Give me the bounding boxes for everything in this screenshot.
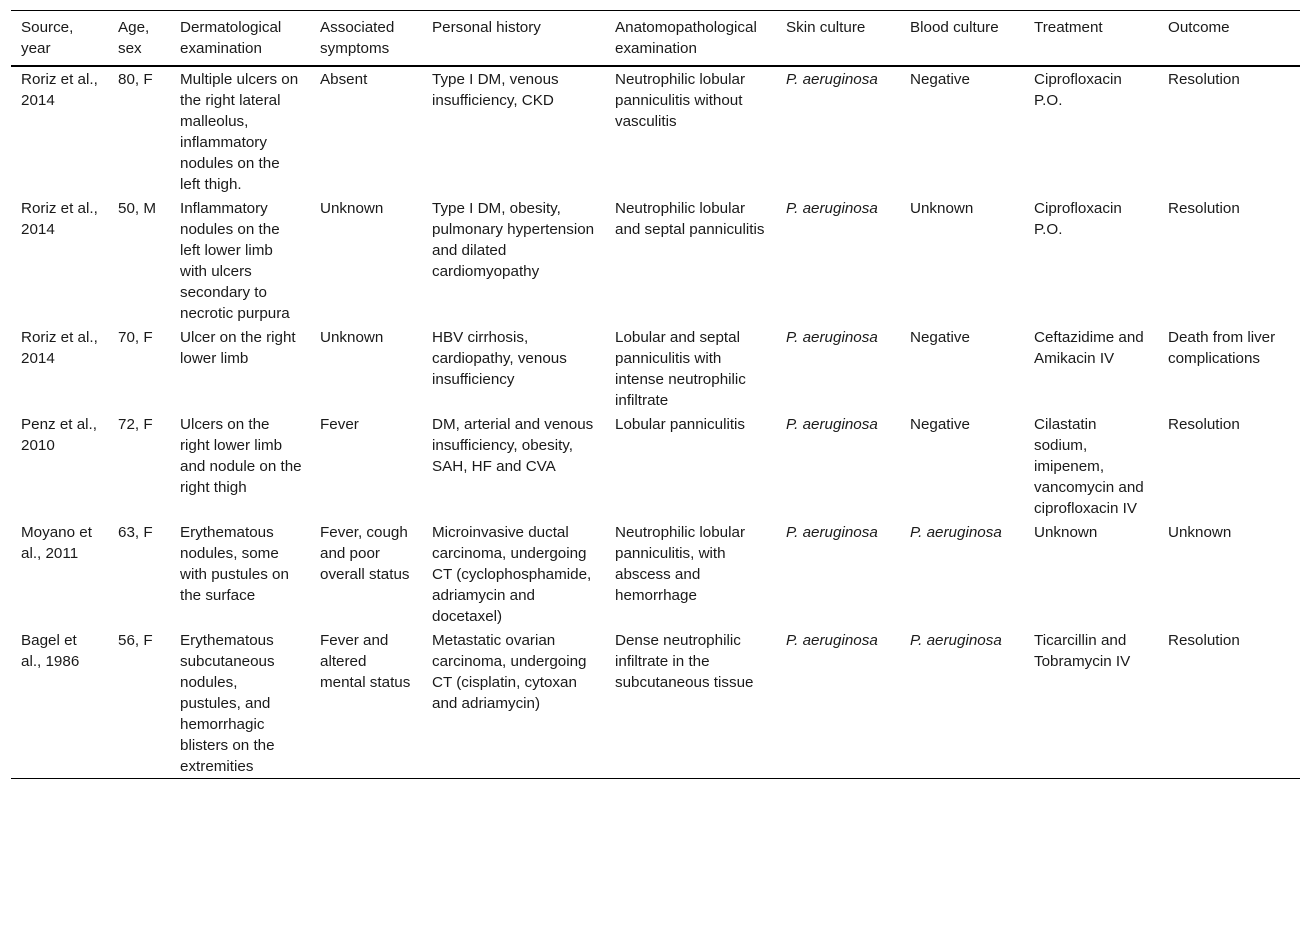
cell-blood-culture [900, 628, 1024, 779]
cell-skin-culture [776, 520, 900, 628]
cell-source: Bagel et al., 1986 [21, 632, 80, 670]
cell-blood-culture: Negative [910, 329, 970, 346]
cell-blood-culture: Negative [910, 71, 970, 88]
cell-history: Type I DM, venous insufficiency, CKD [432, 71, 559, 109]
cell-outcome: Death from liver complications [1168, 329, 1276, 367]
cell-outcome: Resolution [1168, 416, 1240, 433]
header-dermatological-examination: Dermatological examination [180, 19, 282, 57]
skin-culture-text: P. aeruginosa [786, 524, 878, 541]
header-anatomopathological-examination: Anatomopathological examination [615, 19, 757, 57]
table-row [11, 196, 1300, 325]
cell-dermatological: Ulcer on the right lower limb [180, 329, 296, 367]
blood-culture-text: P. aeruginosa [910, 524, 1002, 541]
cell-source: Roriz et al., 2014 [21, 71, 98, 109]
table-row [11, 66, 1300, 196]
cell-treatment: Ciprofloxacin P.O. [1034, 200, 1122, 238]
cell-skin-culture [776, 196, 900, 325]
cell-blood-culture: Negative [910, 416, 970, 433]
cell-age-sex: 72, F [118, 416, 153, 433]
cell-source: Moyano et al., 2011 [21, 524, 92, 562]
cell-source: Roriz et al., 2014 [21, 200, 98, 238]
table-body [11, 66, 1300, 779]
cell-blood-culture [900, 520, 1024, 628]
cell-dermatological: Ulcers on the right lower limb and nodule on the right thigh [180, 416, 302, 496]
header-treatment: Treatment [1034, 19, 1103, 36]
cell-symptoms: Unknown [320, 329, 384, 346]
cell-skin-culture [776, 628, 900, 779]
header-age-sex: Age, sex [118, 19, 150, 57]
cell-age-sex: 50, M [118, 200, 156, 217]
cell-age-sex: 56, F [118, 632, 153, 649]
cell-outcome: Unknown [1168, 524, 1232, 541]
cell-outcome: Resolution [1168, 200, 1240, 217]
cell-source: Roriz et al., 2014 [21, 329, 98, 367]
cell-pathology: Dense neutrophilic infiltrate in the subcutaneous tissue [615, 632, 754, 691]
cell-pathology: Neutrophilic lobular panniculitis without vasculitis [615, 71, 746, 130]
cell-pathology: Lobular panniculitis [615, 416, 746, 433]
header-associated-symptoms: Associated symptoms [320, 19, 395, 57]
cell-outcome: Resolution [1168, 632, 1240, 649]
cell-history: HBV cirrhosis, cardiopathy, venous insufficiency [432, 329, 567, 388]
table-header [11, 11, 1300, 67]
cell-age-sex: 63, F [118, 524, 153, 541]
skin-culture-text: P. aeruginosa [786, 200, 878, 217]
header-outcome: Outcome [1168, 19, 1230, 36]
cell-dermatological: Erythematous subcutaneous nodules, pustules, and hemorrhagic blisters on the extremities [180, 632, 275, 775]
cell-age-sex: 80, F [118, 71, 153, 88]
cell-history: Microinvasive ductal carcinoma, undergoing CT (cyclophosphamide, adriamycin and docetaxel) [432, 524, 592, 625]
table-row [11, 628, 1300, 779]
header-row [11, 11, 1300, 67]
cell-age-sex: 70, F [118, 329, 153, 346]
cell-dermatological: Erythematous nodules, some with pustules on the surface [180, 524, 289, 604]
header-blood-culture: Blood culture [910, 19, 999, 36]
skin-culture-text: P. aeruginosa [786, 632, 878, 649]
cell-treatment: Ciprofloxacin P.O. [1034, 71, 1122, 109]
cell-dermatological: Multiple ulcers on the right lateral malleolus, inflammatory nodules on the left thigh. [180, 71, 299, 193]
cell-dermatological: Inflammatory nodules on the left lower limb with ulcers secondary to necrotic purpura [180, 200, 290, 322]
header-source-year: Source, year [21, 19, 74, 57]
cell-pathology: Lobular and septal panniculitis with intense neutrophilic infiltrate [615, 329, 746, 409]
case-reports-table [11, 10, 1300, 779]
table-row [11, 325, 1300, 412]
skin-culture-text: P. aeruginosa [786, 416, 878, 433]
blood-culture-text: P. aeruginosa [910, 632, 1002, 649]
table-row [11, 520, 1300, 628]
cell-history: DM, arterial and venous insufficiency, obesity, SAH, HF and CVA [432, 416, 594, 475]
cell-pathology: Neutrophilic lobular and septal panniculitis [615, 200, 765, 238]
cell-skin-culture [776, 412, 900, 520]
header-skin-culture: Skin culture [786, 19, 866, 36]
cell-pathology: Neutrophilic lobular panniculitis, with abscess and hemorrhage [615, 524, 746, 604]
cell-symptoms: Fever and altered mental status [320, 632, 411, 691]
cell-source: Penz et al., 2010 [21, 416, 97, 454]
cell-symptoms: Absent [320, 71, 368, 88]
cell-symptoms: Fever, cough and poor overall status [320, 524, 410, 583]
cell-treatment: Ticarcillin and Tobramycin IV [1034, 632, 1131, 670]
cell-symptoms: Unknown [320, 200, 384, 217]
cell-blood-culture: Unknown [910, 200, 974, 217]
cell-treatment: Ceftazidime and Amikacin IV [1034, 329, 1144, 367]
table-row [11, 412, 1300, 520]
header-personal-history: Personal history [432, 19, 541, 36]
cell-treatment: Cilastatin sodium, imipenem, vancomycin and ciprofloxacin IV [1034, 416, 1144, 517]
cell-outcome: Resolution [1168, 71, 1240, 88]
cell-skin-culture [776, 325, 900, 412]
skin-culture-text: P. aeruginosa [786, 329, 878, 346]
cell-treatment: Unknown [1034, 524, 1098, 541]
cell-skin-culture [776, 66, 900, 196]
skin-culture-text: P. aeruginosa [786, 71, 878, 88]
cell-history: Type I DM, obesity, pulmonary hypertension and dilated cardiomyopathy [432, 200, 595, 280]
cell-symptoms: Fever [320, 416, 359, 433]
table-container [11, 10, 1300, 779]
cell-history: Metastatic ovarian carcinoma, undergoing CT (cisplatin, cytoxan and adriamycin) [432, 632, 587, 712]
